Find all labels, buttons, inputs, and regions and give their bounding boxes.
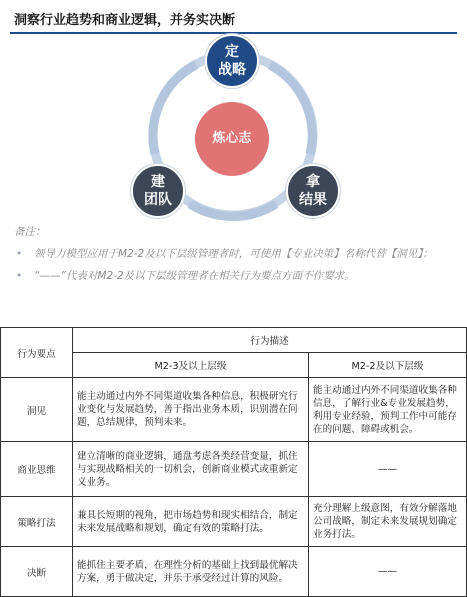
leadership-cycle-diagram: [0, 34, 467, 244]
bullet-icon: •: [16, 248, 23, 260]
node-strategy-noun: 战略: [218, 62, 246, 78]
header-level-low: M2-2及以下层级: [309, 353, 467, 378]
node-results-verb: 拿: [306, 174, 320, 190]
row-high-desc: 建立清晰的商业逻辑，通盘考虑各类经营变量，抓住与实现战略相关的一切机会，创新商业模式或重新定义业务。: [73, 442, 309, 497]
header-level-high: M2-3及以上层级: [73, 353, 309, 378]
table-row: [1, 547, 467, 597]
row-key: 决断: [1, 547, 73, 597]
row-low-desc: 能主动通过内外不同渠道收集各种信息，了解行业&专业发展趋势，利用专业经验，预判工作中可能存在的问题、障碍或机会。: [309, 378, 467, 442]
row-low-desc: ——: [309, 442, 467, 497]
row-low-desc: 充分理解上级意图，有效分解落地公司战略，制定未来发展规划确定业务打法。: [309, 497, 467, 547]
bullet-icon: •: [16, 270, 23, 282]
note-item: [14, 245, 454, 263]
row-key: 洞见: [1, 378, 73, 442]
header-key: 行为要点: [1, 328, 73, 378]
table-row: [1, 378, 467, 442]
table-row: [1, 497, 467, 547]
header-description: 行为描述: [73, 328, 467, 353]
table-row: [1, 442, 467, 497]
row-key: 策略打法: [1, 497, 73, 547]
row-high-desc: 兼具长短期的视角，把市场趋势和现实相结合，制定未来发展战略和规划，确定有效的策略打法。: [73, 497, 309, 547]
note-item: [14, 267, 454, 285]
row-key: 商业思维: [1, 442, 73, 497]
behavior-table: [0, 327, 467, 597]
node-results-noun: 结果: [299, 192, 327, 208]
row-high-desc: 能抓住主要矛盾，在理性分析的基础上找到最优解决方案，勇于做决定，并乐于承受经过计算的风险。: [73, 547, 309, 597]
node-team-verb: 建: [151, 174, 165, 190]
node-team: [131, 164, 185, 218]
node-results: [286, 164, 340, 218]
node-strategy: [205, 34, 259, 88]
node-core-label: 炼心志: [212, 131, 252, 146]
notes-heading: 备注：: [14, 226, 46, 238]
node-core-mindset: [195, 102, 269, 176]
note-text: “——”代表对M2-2及以下层级管理者在相关行为要点方面不作要求。: [34, 270, 355, 282]
note-text: 领导力模型应用于M2-2及以下层级管理者时，可使用【专业决策】名称代替【洞见】；: [34, 248, 433, 260]
node-strategy-verb: 定: [225, 44, 239, 60]
notes-section: [14, 224, 454, 289]
row-high-desc: 能主动通过内外不同渠道收集各种信息，积极研究行业变化与发展趋势，善于指出业务本质，识别潜在问题，总结规律，预判未来。: [73, 378, 309, 442]
row-low-desc: ——: [309, 547, 467, 597]
page-title: 洞察行业趋势和商业逻辑，并务实决断: [14, 13, 236, 28]
node-team-noun: 团队: [144, 192, 172, 208]
